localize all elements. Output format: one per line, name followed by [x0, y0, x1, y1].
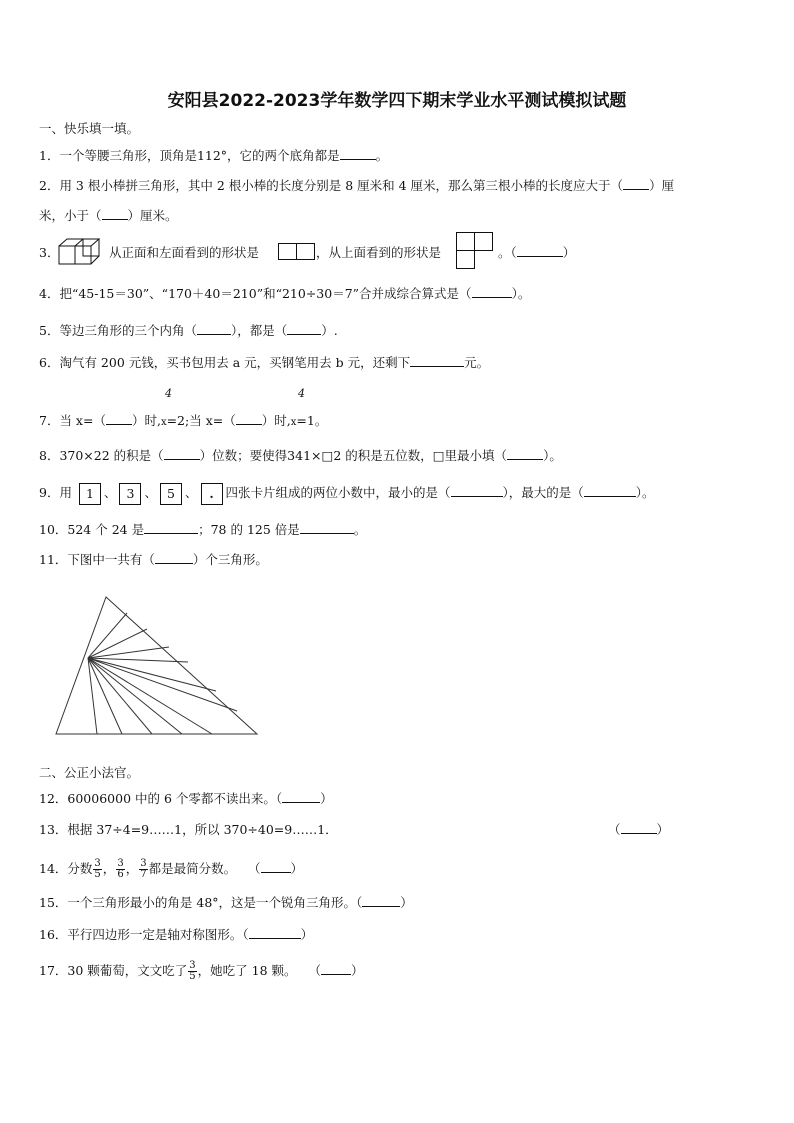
answer-blank[interactable]: [621, 821, 657, 834]
paren-close: ）: [350, 963, 364, 978]
answer-blank[interactable]: [164, 447, 200, 460]
question-text: 四张卡片组成的两位小数中，最小的是（: [225, 485, 451, 500]
question-text: ）。: [635, 485, 655, 500]
question-number: 4．: [39, 286, 60, 301]
separator: ，: [102, 861, 116, 876]
question-end: ）: [300, 927, 314, 942]
question-number: 10．: [39, 522, 68, 537]
question-text: ）厘米。: [127, 208, 178, 223]
question-9: [39, 482, 655, 505]
question-10: [39, 520, 366, 539]
question-text: 米，小于（: [39, 208, 102, 223]
question-text: 把“45-15＝30”、“170＋40＝210”和“210÷30＝7”合并成综合算式是（: [59, 286, 472, 301]
question-number: 15．: [39, 895, 68, 910]
question-text: ），都是（: [230, 323, 288, 338]
question-text: 一个三角形最小的角是 48°，这是一个锐角三角形。（: [67, 895, 363, 910]
question-1: [39, 146, 388, 165]
question-text: ，从上面看到的形状是: [316, 245, 442, 260]
question-2: [39, 177, 674, 195]
separator: 、: [184, 485, 198, 500]
answer-blank[interactable]: [106, 412, 132, 425]
separator: ，: [125, 861, 139, 876]
variable-x: x: [160, 417, 167, 428]
question-text: ），最大的是（: [502, 485, 584, 500]
answer-blank[interactable]: [282, 790, 320, 803]
question-end: 。: [375, 148, 389, 163]
question-text: 平行四边形一定是轴对称图形。（: [67, 927, 249, 942]
question-text: ）时,: [131, 413, 161, 428]
question-text: ；78 的 125 倍是: [198, 522, 300, 537]
fraction-numerator: 4: [165, 387, 172, 400]
answer-blank[interactable]: [517, 244, 563, 257]
question-13: [39, 821, 338, 839]
question-15: [39, 894, 413, 912]
question-3-end: [498, 244, 575, 262]
paren-open: （: [308, 963, 321, 978]
answer-blank[interactable]: [155, 551, 193, 564]
fraction-numerator: 4: [298, 387, 305, 400]
question-number: 7．: [39, 413, 60, 428]
question-text: 根据 37÷4=9……1，所以 370÷40=9……1．: [67, 822, 338, 837]
question-text: ）时,: [261, 413, 291, 428]
question-text: 用: [59, 485, 72, 500]
question-14: [39, 856, 303, 882]
question-number: 5．: [39, 323, 60, 338]
question-text: ）。: [543, 448, 562, 463]
question-text: =1。: [296, 413, 328, 428]
answer-blank[interactable]: [472, 285, 512, 298]
answer-blank[interactable]: [261, 860, 291, 873]
top-view-figure: [456, 232, 494, 270]
digit-card-3: 3: [119, 483, 141, 505]
answer-blank[interactable]: [584, 484, 636, 497]
paren-open: （: [248, 861, 261, 876]
question-text: =2;当 x=（: [166, 413, 236, 428]
question-text: 当 x=（: [59, 413, 106, 428]
answer-blank[interactable]: [102, 207, 128, 220]
answer-blank[interactable]: [340, 146, 376, 160]
separator: 、: [144, 485, 157, 500]
question-12: [39, 790, 333, 808]
question-text: 下图中一共有（: [67, 552, 155, 567]
question-number: 8．: [39, 448, 60, 463]
digit-card-5: 5: [160, 483, 182, 505]
question-number: 12．: [39, 791, 68, 806]
question-text: ）厘: [649, 178, 675, 193]
question-6: [39, 353, 489, 372]
question-text: 。: [353, 522, 367, 537]
question-number: 14．: [39, 861, 68, 876]
question-text: 用 3 根小棒拼三角形，其中 2 根小棒的长度分别是 8 厘米和 4 厘米，那么第三根小棒的长度应大于（: [59, 178, 624, 193]
question-7: [39, 412, 327, 432]
question-text: 都是最简分数。: [148, 861, 237, 876]
fraction-3-5: $\frac{3}{5}$: [189, 960, 196, 982]
question-number: 1．: [39, 148, 60, 163]
paren-open: （: [608, 822, 621, 837]
question-text: 从正面和左面看到的形状是: [109, 245, 260, 260]
question-text: 。（: [498, 245, 517, 260]
answer-blank[interactable]: [287, 322, 321, 335]
question-end: 元。: [464, 355, 490, 370]
triangle-count-figure: [52, 594, 262, 740]
question-text: 370×22 的积是（: [59, 448, 164, 463]
question-13-answer: [608, 821, 669, 839]
question-text: 60006000 中的 6 个零都不读出来。（: [67, 791, 283, 806]
cube-stack-figure: [57, 236, 109, 268]
question-text: 30 颗葡萄，文文吃了: [67, 963, 188, 978]
question-text: ）: [562, 245, 576, 260]
question-text: ）.: [321, 323, 338, 338]
question-number: 17．: [39, 963, 68, 978]
answer-blank[interactable]: [451, 484, 503, 497]
question-3-text: [109, 244, 259, 262]
question-end: ）: [320, 791, 333, 806]
question-number: 13．: [39, 822, 68, 837]
question-end: ）。: [511, 286, 531, 301]
question-2-cont: [39, 207, 178, 225]
question-number: 9．: [39, 485, 60, 500]
answer-blank[interactable]: [249, 926, 301, 939]
variable-x: x: [290, 417, 297, 428]
fraction-3-6: $\frac{3}{6}$: [117, 858, 124, 880]
answer-blank[interactable]: [197, 322, 231, 335]
question-16: [39, 926, 313, 944]
question-number: 3．: [39, 245, 60, 260]
section-heading-1: 一、快乐填一填。: [39, 121, 140, 136]
section-heading-2: 二、公正小法官。: [39, 765, 140, 780]
fraction-3-5: $\frac{3}{5}$: [94, 858, 101, 880]
question-number: 11．: [39, 552, 68, 567]
answer-blank[interactable]: [410, 353, 464, 367]
digit-card-1: 1: [79, 483, 101, 505]
question-3-text-b: [316, 244, 441, 262]
question-text: 一个等腰三角形，顶角是112°，它的两个底角都是: [59, 148, 340, 163]
separator: 、: [103, 485, 117, 500]
question-text: 等边三角形的三个内角（: [59, 323, 197, 338]
answer-blank[interactable]: [300, 520, 354, 534]
decimal-point-card: .: [201, 483, 223, 505]
question-11: [39, 551, 268, 569]
page-title: 安阳县2022-2023学年数学四下期末学业水平测试模拟试题: [167, 91, 627, 111]
answer-blank[interactable]: [144, 520, 198, 534]
paren-close: ）: [656, 822, 670, 837]
question-number: 2．: [39, 178, 60, 193]
question-text: 524 个 24 是: [67, 522, 145, 537]
question-8: [39, 447, 562, 465]
answer-blank[interactable]: [321, 962, 351, 975]
fraction-3-7: $\frac{3}{7}$: [140, 858, 147, 880]
question-text: ）个三角形。: [192, 552, 268, 567]
answer-blank[interactable]: [236, 412, 262, 425]
question-5: [39, 322, 338, 340]
answer-blank[interactable]: [623, 177, 649, 190]
question-4: [39, 285, 530, 303]
front-view-figure: [278, 243, 316, 261]
answer-blank[interactable]: [507, 447, 543, 460]
answer-blank[interactable]: [362, 894, 400, 907]
question-text: ）位数；要使得341×□2 的积是五位数，□里最小填（: [199, 448, 508, 463]
paren-close: ）: [290, 861, 304, 876]
question-number: 16．: [39, 927, 68, 942]
question-text: ，她吃了 18 颗。: [197, 963, 297, 978]
question-text: 分数: [67, 861, 93, 876]
question-text: 淘气有 200 元钱，买书包用去 a 元，买钢笔用去 b 元，还剩下: [59, 355, 411, 370]
question-number: 6．: [39, 355, 60, 370]
question-end: ）: [400, 895, 413, 910]
question-17: [39, 958, 363, 984]
